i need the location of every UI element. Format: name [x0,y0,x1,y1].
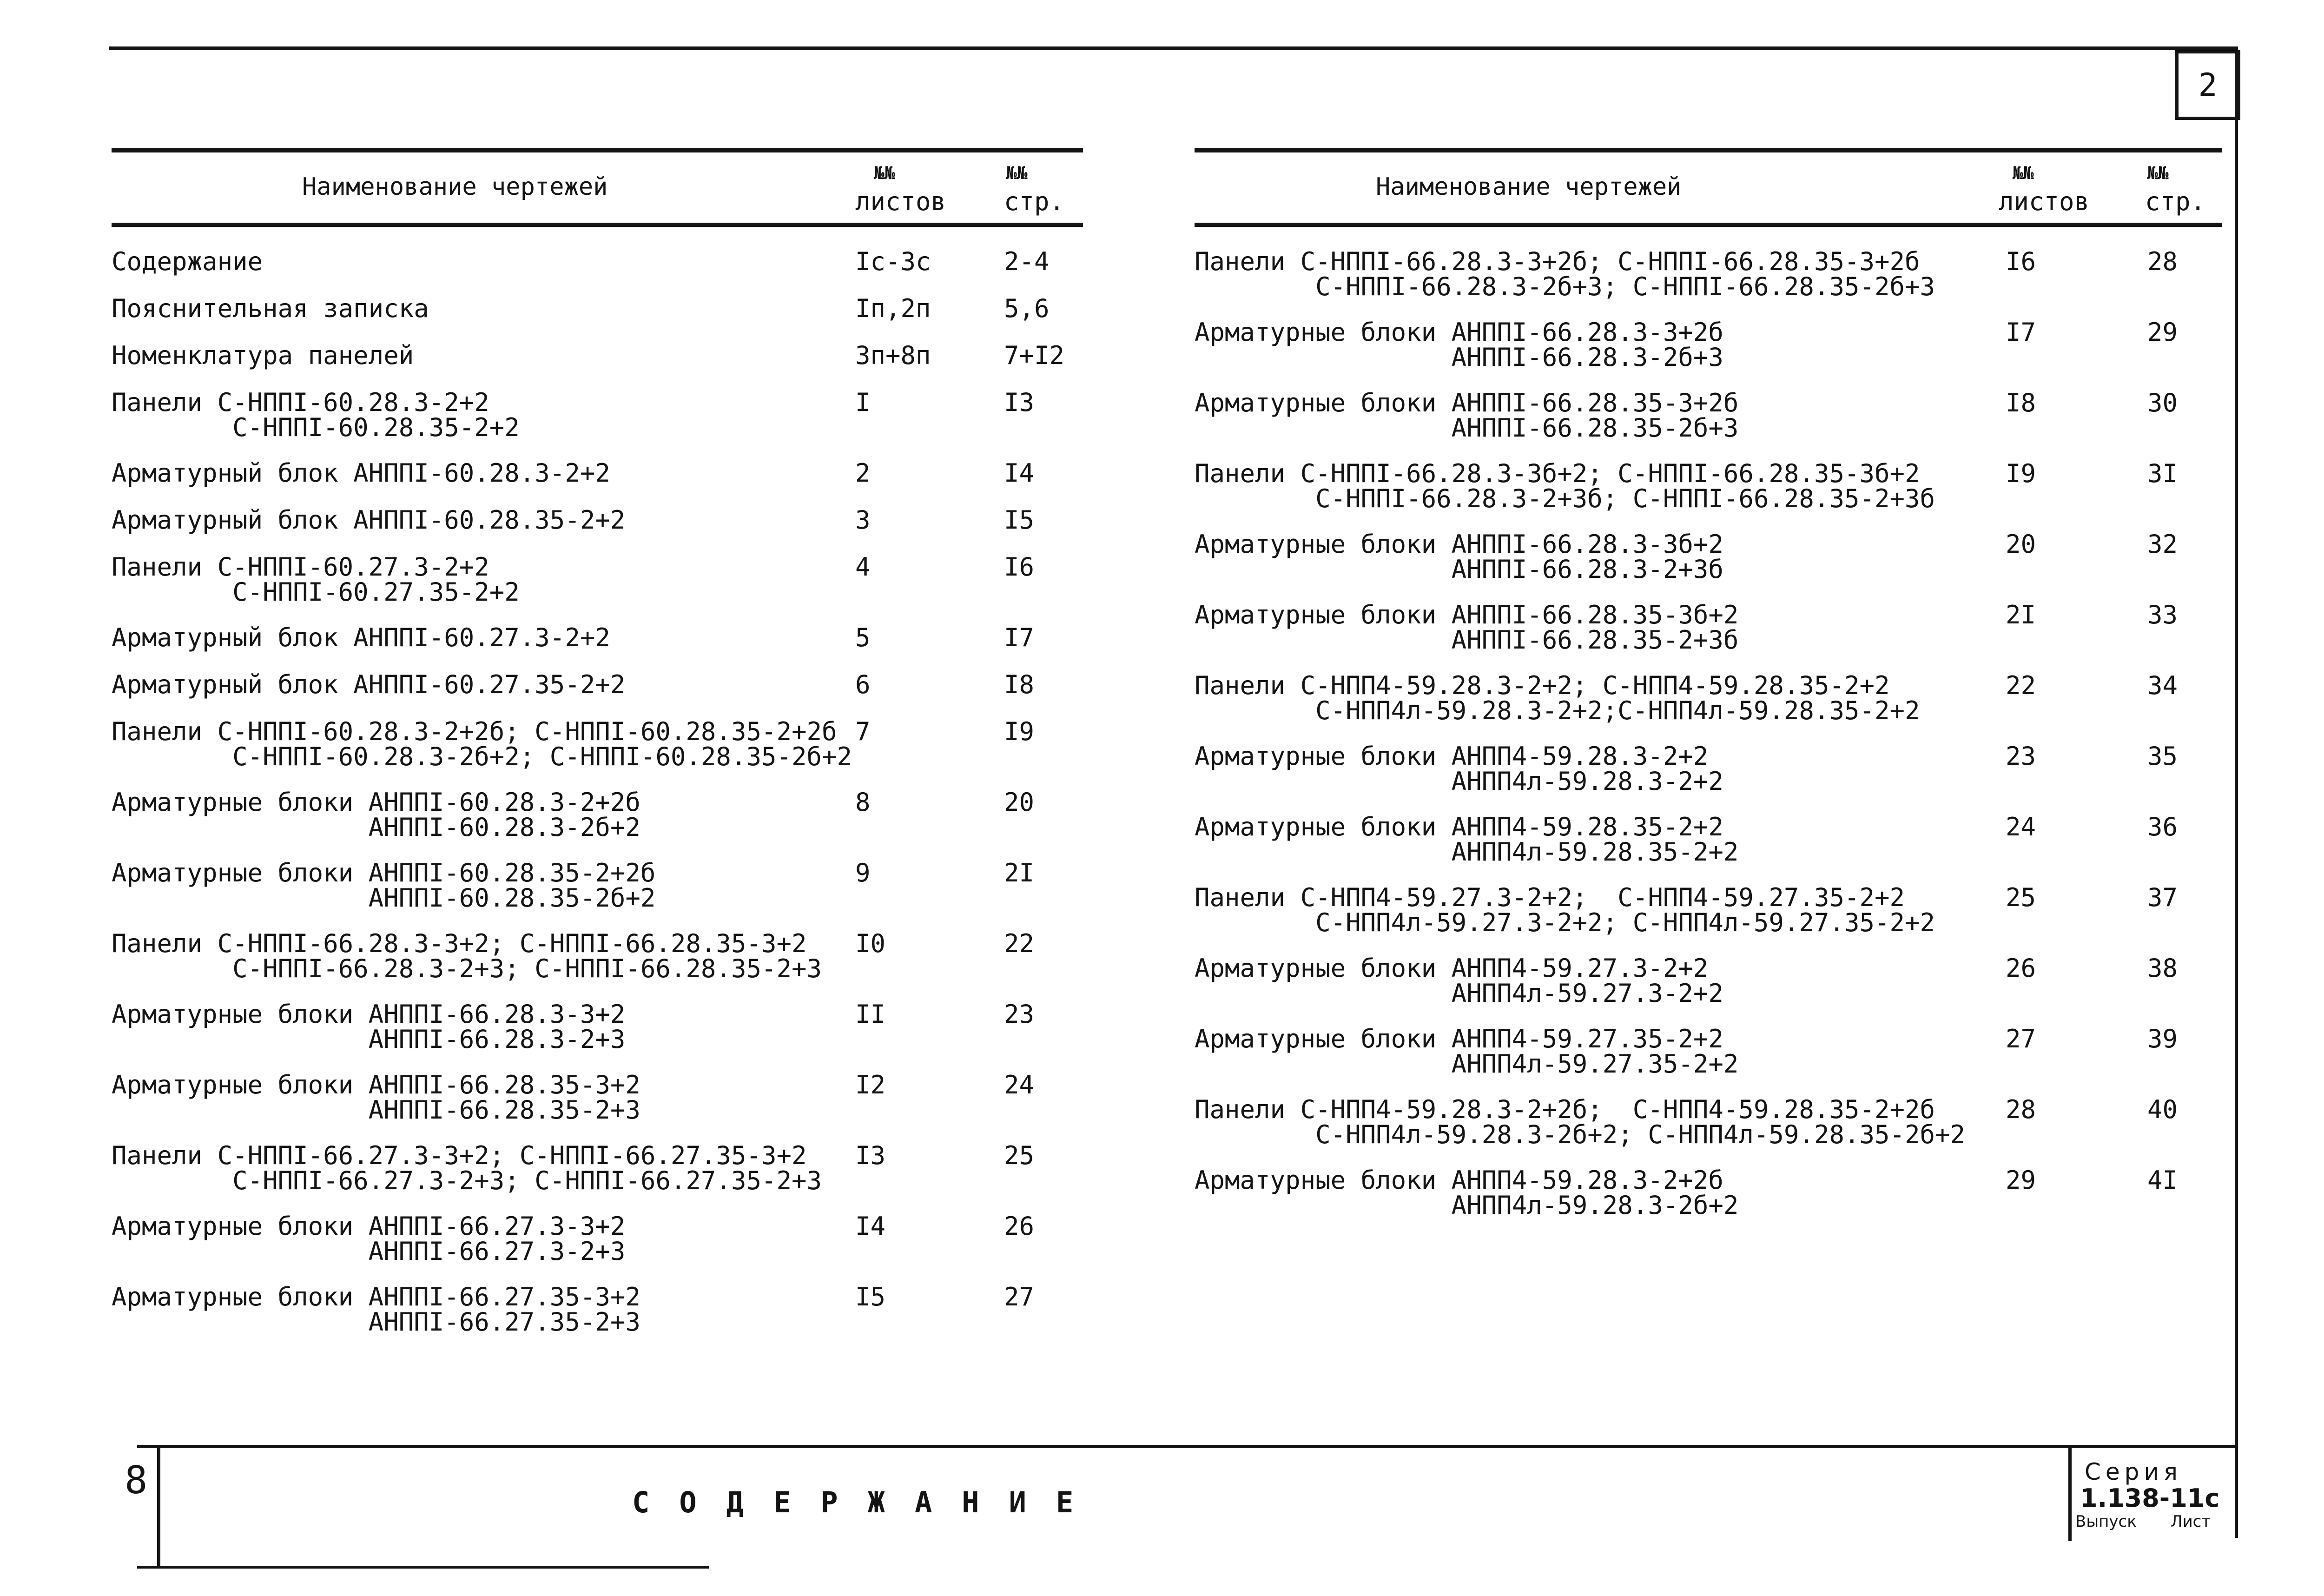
sheet-number: I6 [2006,247,2036,276]
header-sheets: листов [855,187,946,216]
drawing-name: Панели С-НППI-66.28.3-3+2б; С-НППI-66.28.35-3+2б С-НППI-66.28.3-2б+3; С-НППI-66.28.35-2б+3 [1195,247,1935,301]
sheet-number: Iп,2п [855,294,931,323]
sheet-number: I3 [855,1141,886,1170]
sheet-number: 3п+8п [855,341,931,370]
table-header-left [112,148,1083,227]
sheet-number: 4 [855,552,871,582]
sheet-number: 25 [2006,883,2036,912]
page-ref: 27 [1004,1282,1035,1311]
drawing-name: Арматурные блоки АНПП4-59.28.3-2+2б АНПП4л-59.28.3-2б+2 [1195,1166,1739,1220]
page-ref: 34 [2147,671,2178,700]
sheet-number: 3 [855,505,871,535]
drawing-name: Арматурный блок АНППI-60.28.3-2+2 [112,458,610,488]
page-ref: 4I [2147,1166,2178,1195]
drawing-name: Арматурные блоки АНПП4-59.28.35-2+2 АНПП4л-59.28.35-2+2 [1195,812,1739,867]
page-ref: 40 [2147,1095,2178,1124]
drawing-name: Панели С-НППI-66.28.3-3б+2; С-НППI-66.28.35-3б+2 С-НППI-66.28.3-2+3б; С-НППI-66.28.35-2+3б [1195,459,1935,513]
drawing-name: Панели С-НПП4-59.28.3-2+2б; С-НПП4-59.28.35-2+2б С-НПП4л-59.28.3-2б+2; С-НПП4л-59.28.35-2б+2 [1195,1095,1966,1149]
series-label: Серия [2085,1458,2182,1485]
header-pages-no: №№ [1006,163,1028,183]
drawing-name: Арматурный блок АНППI-60.27.3-2+2 [112,623,610,652]
drawing-name: Арматурные блоки АНППI-66.27.35-3+2 АНППI-66.27.35-2+3 [112,1282,640,1337]
drawing-name: Панели С-НППI-60.27.3-2+2 С-НППI-60.27.35-2+2 [112,552,520,607]
drawing-name: Панели С-НППI-66.28.3-3+2; С-НППI-66.28.35-3+2 С-НППI-66.28.3-2+3; С-НППI-66.28.35-2+3 [112,929,822,983]
drawing-name: Арматурные блоки АНППI-66.28.35-3+2б АНППI-66.28.35-2б+3 [1195,388,1739,443]
top-frame-line [109,46,2238,50]
drawing-name: Арматурные блоки АНППI-66.28.3-3+2б АНППI-66.28.3-2б+3 [1195,318,1723,372]
page-ref: 3I [2147,459,2178,488]
page-ref: 28 [2147,247,2178,276]
page-ref: 24 [1004,1070,1035,1099]
issue-label: Выпуск [2075,1512,2137,1531]
page-ref: 30 [2147,388,2178,417]
page-number-box [2175,50,2240,120]
sheet-number: 26 [2006,954,2036,983]
drawing-name: Арматурный блок АНППI-60.28.35-2+2 [112,505,626,535]
sheet-number: I7 [2006,318,2036,347]
drawing-name: Арматурные блоки АНППI-66.28.35-3+2 АНППI-66.28.35-2+3 [112,1070,640,1125]
sheet-number: 27 [2006,1024,2036,1053]
sheet-number: I8 [2006,388,2036,417]
drawing-name: Арматурные блоки АНППI-66.27.3-3+2 АНППI-66.27.3-2+3 [112,1212,626,1266]
header-name: Наименование чертежей [1376,173,1682,201]
header-sheets-no: №№ [874,163,895,183]
footer-top-line [137,1445,2238,1448]
page-ref: 7+I2 [1004,341,1065,370]
sheet-number: I0 [855,929,886,958]
sheet-number: Iс-3с [855,247,931,276]
table-header-right [1195,148,2222,227]
drawing-name: Пояснительная записка [112,294,429,323]
page-ref: 37 [2147,883,2178,912]
sheet-number: I2 [855,1070,886,1099]
drawing-name: Панели С-НППI-60.28.3-2+2б; С-НППI-60.28.35-2+2б С-НППI-60.28.3-2б+2; С-НППI-60.28.35-2б+2 [112,717,852,771]
sheet-label: Лист [2171,1512,2211,1531]
page-ref: 36 [2147,812,2178,841]
page-ref: I4 [1004,458,1035,488]
header-pages: стр. [2145,187,2206,216]
page-ref: I9 [1004,717,1035,746]
right-frame-line [2235,50,2238,1538]
sheet-number: II [855,1000,886,1029]
drawing-name: Арматурные блоки АНППI-66.28.3-3+2 АНППI-66.28.3-2+3 [112,1000,626,1054]
sheet-number: 2 [855,458,871,488]
page-ref: 2-4 [1004,247,1050,276]
sheet-number: 23 [2006,742,2036,771]
page-ref: 38 [2147,954,2178,983]
page-ref: 20 [1004,788,1035,817]
footer-mark-text: 8 [125,1458,148,1503]
sheet-number: I [855,388,871,417]
sheet-number: I9 [2006,459,2036,488]
drawing-name: Арматурные блоки АНППI-66.28.35-3б+2 АНППI-66.28.35-2+3б [1195,600,1739,655]
sheet-number: 5 [855,623,871,652]
page-ref: I3 [1004,388,1035,417]
page-ref: 5,6 [1004,294,1050,323]
drawing-name: Арматурные блоки АНППI-60.28.35-2+2б АНППI-60.28.35-2б+2 [112,858,656,913]
sheet-number: I4 [855,1212,886,1241]
sheet-number: 20 [2006,530,2036,559]
page-ref: I7 [1004,623,1035,652]
page-ref: 29 [2147,318,2178,347]
sheet-number: 28 [2006,1095,2036,1124]
sheet-number: 22 [2006,671,2036,700]
header-name: Наименование чертежей [302,173,608,201]
header-sheets: листов [1999,187,2090,216]
series-code: 1.138-11с [2080,1483,2220,1513]
page-number: 2 [2198,66,2218,104]
drawing-name: Арматурные блоки АНПП4-59.28.3-2+2 АНПП4л-59.28.3-2+2 [1195,742,1723,796]
drawing-name: Содержание [112,247,263,276]
sheet-number: 29 [2006,1166,2036,1195]
page-ref: I8 [1004,670,1035,699]
drawing-name: Арматурные блоки АНПП4-59.27.3-2+2 АНПП4л-59.27.3-2+2 [1195,954,1723,1008]
sheet-number: 6 [855,670,871,699]
sheet-number: 7 [855,717,871,746]
footer-left-divider [157,1445,160,1568]
drawing-name: Панели С-НПП4-59.28.3-2+2; С-НПП4-59.28.35-2+2 С-НПП4л-59.28.3-2+2;С-НПП4л-59.28.35-2+2 [1195,671,1920,725]
header-pages: стр. [1004,187,1065,216]
page-ref: I5 [1004,505,1035,535]
footer-bottom-line [137,1566,709,1569]
toc-table-right [1195,148,2222,1220]
page-ref: I6 [1004,552,1035,582]
drawing-name: Арматурный блок АНППI-60.27.35-2+2 [112,670,626,699]
page-ref: 33 [2147,600,2178,629]
sheet-number: 8 [855,788,871,817]
header-pages-no: №№ [2147,163,2169,183]
footer-title: СОДЕРЖАНИЕ [632,1485,1103,1519]
page-ref: 32 [2147,530,2178,559]
sheet-number: I5 [855,1282,886,1311]
drawing-name: Панели С-НПП4-59.27.3-2+2; С-НПП4-59.27.35-2+2 С-НПП4л-59.27.3-2+2; С-НПП4л-59.27.35-2+2 [1195,883,1935,937]
page-ref: 23 [1004,1000,1035,1029]
page-ref: 25 [1004,1141,1035,1170]
drawing-name: Арматурные блоки АНПП4-59.27.35-2+2 АНПП4л-59.27.35-2+2 [1195,1024,1739,1079]
drawing-name: Арматурные блоки АНППI-66.28.3-3б+2 АНППI-66.28.3-2+3б [1195,530,1723,584]
sheet-number: 9 [855,858,871,887]
toc-table-left [112,148,1083,1337]
sheet-number: 2I [2006,600,2036,629]
drawing-name: Арматурные блоки АНППI-60.28.3-2+2б АНППI-60.28.3-2б+2 [112,788,640,842]
page-ref: 22 [1004,929,1035,958]
drawing-name: Панели С-НППI-60.28.3-2+2 С-НППI-60.28.35-2+2 [112,388,520,442]
page-ref: 2I [1004,858,1035,887]
drawing-name: Номенклатура панелей [112,341,414,370]
page-ref: 26 [1004,1212,1035,1241]
footer-mark [125,1458,148,1503]
drawing-name: Панели С-НППI-66.27.3-3+2; С-НППI-66.27.35-3+2 С-НППI-66.27.3-2+3; С-НППI-66.27.35-2+3 [112,1141,822,1195]
page-ref: 39 [2147,1024,2178,1053]
series-stamp [2071,1453,2238,1536]
page-ref: 35 [2147,742,2178,771]
header-sheets-no: №№ [2013,163,2034,183]
sheet-number: 24 [2006,812,2036,841]
